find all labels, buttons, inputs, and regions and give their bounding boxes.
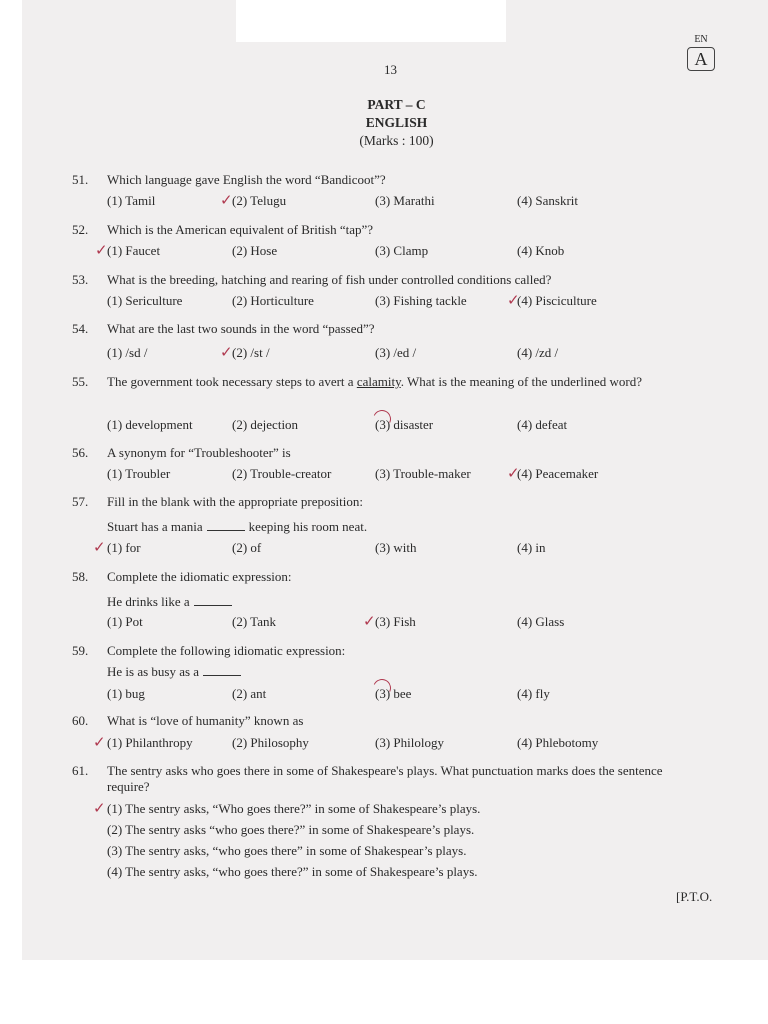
sentence-part: keeping his room neat. (248, 519, 368, 534)
option-3[interactable]: (3) Fish (375, 614, 416, 629)
option-1[interactable]: (1) for (107, 540, 141, 555)
question-number: 61. (72, 763, 89, 778)
subject-title: ENGLISH (365, 115, 428, 130)
option-3[interactable]: (3) Philology (375, 735, 444, 750)
option-3[interactable]: (3) bee (375, 686, 412, 701)
question-number: 60. (72, 713, 89, 728)
text-part: . What is the meaning of the underlined word? (400, 374, 643, 389)
question-text: Which language gave English the word “Bandicoot”? (107, 172, 386, 187)
option-1[interactable]: (1) Pot (107, 614, 143, 629)
option-4[interactable]: (4) Glass (517, 614, 565, 629)
answer-blank[interactable] (194, 594, 232, 606)
check-mark-icon: ✓ (93, 538, 106, 556)
question-number: 59. (72, 643, 89, 658)
option-4[interactable]: (4) defeat (517, 417, 568, 432)
fill-blank-sentence (107, 519, 367, 535)
check-mark-icon: ✓ (507, 291, 520, 309)
option-1[interactable]: (1) The sentry asks, “Who goes there?” in some of Shakespeare’s plays. (107, 801, 481, 816)
option-3[interactable]: (3) disaster (375, 417, 434, 432)
option-2[interactable]: (2) Hose (232, 243, 278, 258)
option-2[interactable]: (2) Philosophy (232, 735, 309, 750)
option-3[interactable]: (3) with (375, 540, 417, 555)
check-mark-icon: ✓ (220, 191, 233, 209)
check-mark-icon: ✓ (363, 612, 376, 630)
option-1[interactable]: (1) Sericulture (107, 293, 183, 308)
check-mark-icon: ✓ (93, 799, 106, 817)
question-text: Complete the idiomatic expression: (107, 569, 292, 584)
option-3[interactable]: (3) Clamp (375, 243, 429, 258)
option-4[interactable]: (4) /zd / (517, 345, 559, 360)
check-mark-icon: ✓ (220, 343, 233, 361)
fill-blank-sentence (107, 664, 245, 680)
option-1[interactable]: (1) Tamil (107, 193, 156, 208)
option-2[interactable]: (2) Horticulture (232, 293, 314, 308)
part-title: PART – C (367, 97, 426, 112)
option-1[interactable]: (1) bug (107, 686, 145, 701)
option-2[interactable]: (2) Trouble-creator (232, 466, 332, 481)
option-4[interactable]: (4) Pisciculture (517, 293, 597, 308)
option-2[interactable]: (2) ant (232, 686, 267, 701)
option-2[interactable]: (2) dejection (232, 417, 299, 432)
underlined-word: calamity (356, 374, 401, 389)
question-text: Which is the American equivalent of British “tap”? (107, 222, 374, 237)
question-number: 58. (72, 569, 89, 584)
sentence-part: He is as busy as a (107, 664, 200, 679)
text-part: The government took necessary steps to avert a (107, 374, 357, 389)
marks-label: (Marks : 100) (359, 133, 434, 148)
question-text: A synonym for “Troubleshooter” is (107, 445, 291, 460)
option-4[interactable]: (4) Peacemaker (517, 466, 599, 481)
set-code-box (685, 34, 717, 71)
option-3[interactable]: (3) Marathi (375, 193, 435, 208)
option-1[interactable]: (1) Troubler (107, 466, 171, 481)
option-3[interactable]: (3) Trouble-maker (375, 466, 471, 481)
option-4[interactable]: (4) in (517, 540, 546, 555)
option-1[interactable]: (1) Faucet (107, 243, 161, 258)
language-code: EN (694, 34, 708, 45)
set-code: A (687, 47, 715, 71)
option-4[interactable]: (4) fly (517, 686, 550, 701)
option-4[interactable]: (4) Phlebotomy (517, 735, 599, 750)
check-mark-icon: ✓ (507, 464, 520, 482)
option-1[interactable]: (1) Philanthropy (107, 735, 193, 750)
question-number: 53. (72, 272, 89, 287)
fill-blank-sentence (107, 594, 236, 610)
scan-blank-strip (236, 0, 506, 42)
check-mark-icon: ✓ (93, 733, 106, 751)
question-number: 57. (72, 494, 89, 509)
sentence-part: He drinks like a (107, 594, 190, 609)
option-2[interactable]: (2) Telugu (232, 193, 287, 208)
option-2[interactable]: (2) The sentry asks “who goes there?” in some of Shakespeare’s plays. (107, 822, 475, 837)
section-header (0, 96, 768, 150)
sentence-part: Stuart has a mania (107, 519, 203, 534)
question-number: 55. (72, 374, 89, 389)
option-4[interactable]: (4) Sanskrit (517, 193, 579, 208)
option-3[interactable]: (3) The sentry asks, “who goes there” in some of Shakespear’s plays. (107, 843, 467, 858)
option-1[interactable]: (1) /sd / (107, 345, 148, 360)
question-number: 54. (72, 321, 89, 336)
page-number: 13 (384, 62, 397, 77)
option-4[interactable]: (4) The sentry asks, “who goes there?” in some of Shakespeare’s plays. (107, 864, 478, 879)
question-text: What is “love of humanity” known as (107, 713, 304, 728)
question-number: 56. (72, 445, 89, 460)
please-turn-over: [P.T.O. (676, 889, 713, 904)
option-3[interactable]: (3) /ed / (375, 345, 417, 360)
answer-blank[interactable] (207, 519, 245, 531)
question-number: 51. (72, 172, 89, 187)
option-2[interactable]: (2) /st / (232, 345, 270, 360)
question-text: Fill in the blank with the appropriate preposition: (107, 494, 363, 509)
option-1[interactable]: (1) development (107, 417, 193, 432)
question-number: 52. (72, 222, 89, 237)
option-3[interactable]: (3) Fishing tackle (375, 293, 467, 308)
answer-blank[interactable] (203, 664, 241, 676)
question-text: Complete the following idiomatic expression: (107, 643, 346, 658)
question-text: What are the last two sounds in the word “passed”? (107, 321, 375, 336)
option-2[interactable]: (2) of (232, 540, 262, 555)
check-mark-icon: ✓ (95, 241, 108, 259)
option-2[interactable]: (2) Tank (232, 614, 276, 629)
question-text (107, 374, 707, 390)
question-text: The sentry asks who goes there in some of Shakespeare's plays. What punctuation marks does the sentence require? (107, 763, 663, 794)
option-4[interactable]: (4) Knob (517, 243, 565, 258)
question-text: What is the breeding, hatching and rearing of fish under controlled conditions called? (107, 272, 552, 287)
